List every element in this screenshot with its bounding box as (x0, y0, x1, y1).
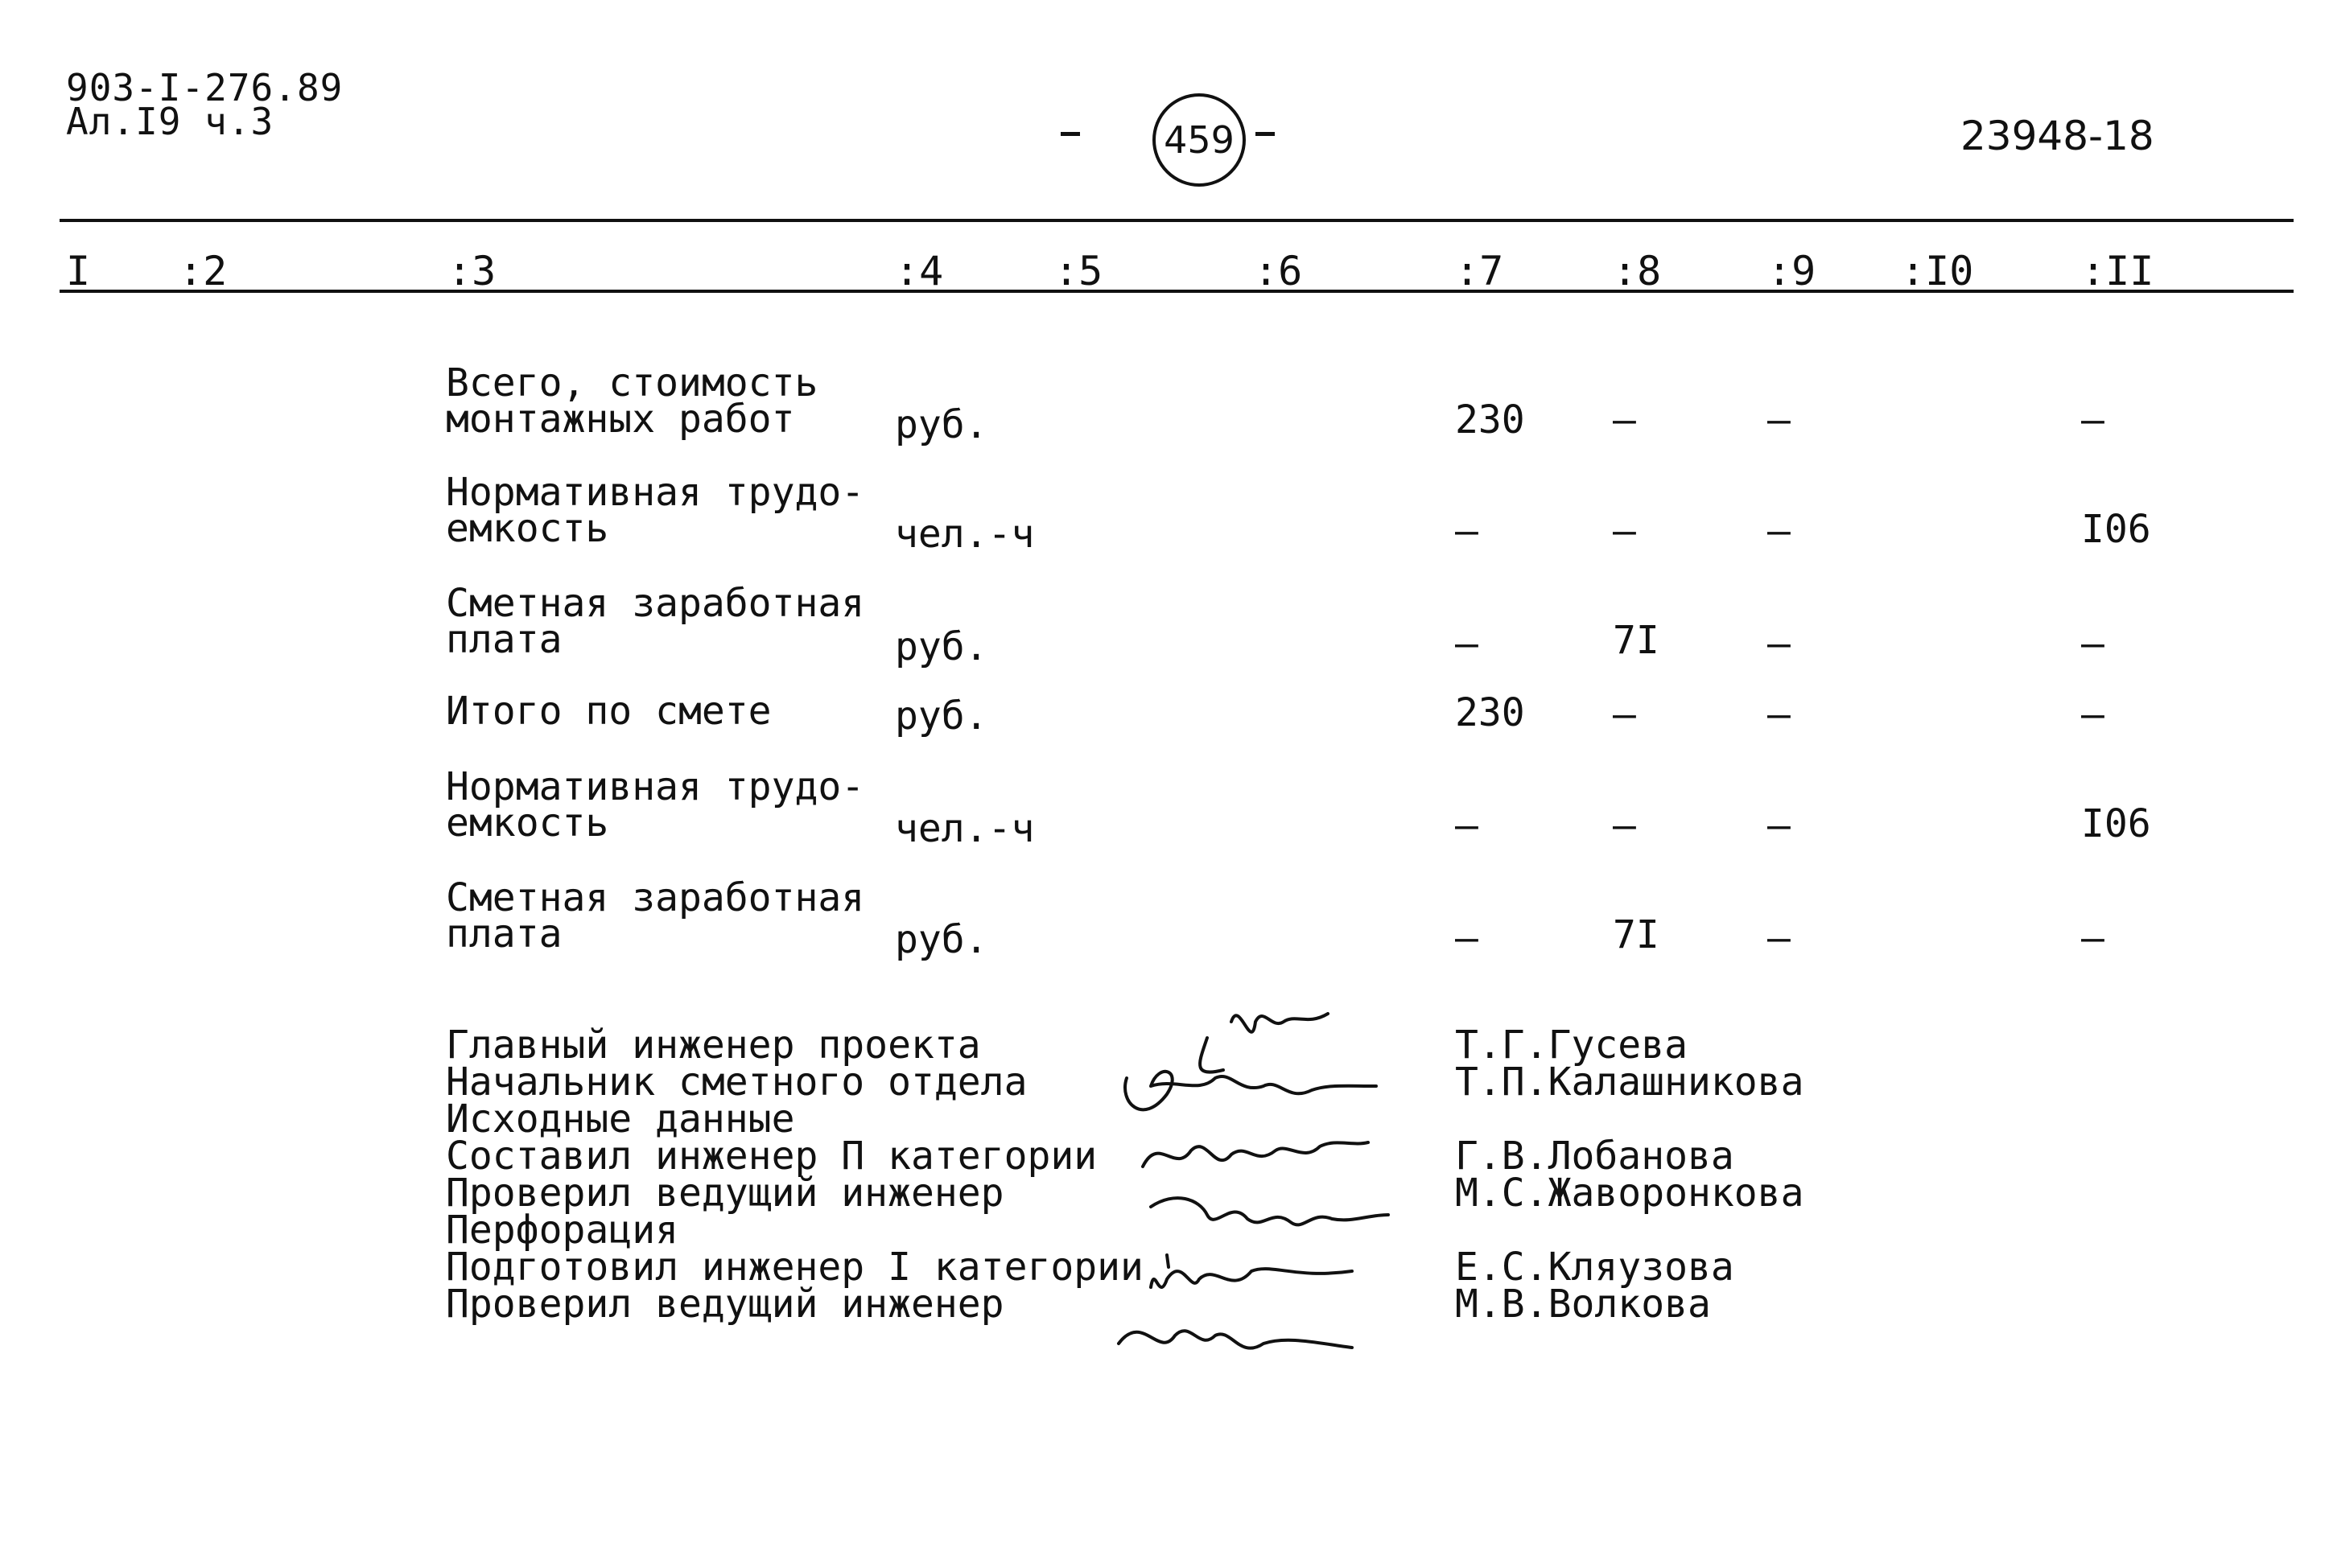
row-2-col8: – (1613, 508, 1636, 554)
row-6-col7: – (1455, 916, 1478, 961)
row-3-label-line-2: плата (446, 617, 563, 662)
sign-role-2: Начальник сметного отдела (446, 1060, 1028, 1105)
column-header-3: :3 (447, 248, 497, 294)
row-2-col11: I06 (2081, 507, 2151, 552)
row-6-label-line-1: Сметная заработная (446, 875, 865, 920)
row-1-col11: – (2081, 397, 2104, 442)
sign-role-8: Проверил ведущий инженер (446, 1282, 1004, 1327)
row-6-label-line-2: плата (446, 912, 563, 957)
signature-2 (1125, 1072, 1376, 1109)
row-4-label-line-1: Итого по смете (446, 689, 772, 734)
row-5-col9: – (1767, 803, 1791, 848)
sign-name-5: М.С.Жаворонкова (1455, 1171, 1804, 1216)
signature-4 (1151, 1198, 1388, 1224)
sign-role-1: Главный инженер проекта (446, 1023, 981, 1068)
row-5-col7: – (1455, 803, 1478, 848)
column-header-1: I (66, 248, 91, 294)
row-1-label-line-2: монтажных работ (446, 397, 795, 442)
sign-name-7: Е.С.Кляузова (1455, 1245, 1734, 1290)
row-4-col8: – (1613, 692, 1636, 737)
row-2-col7: – (1455, 508, 1478, 554)
row-5-col11: I06 (2081, 801, 2151, 846)
page-dash-left (1061, 132, 1080, 136)
column-header-5: :5 (1054, 248, 1103, 294)
sign-role-7: Подготовил инженер I категории (446, 1245, 1144, 1290)
row-6-col8: 7I (1613, 912, 1659, 957)
row-6-unit: руб. (895, 917, 988, 962)
sign-role-5: Проверил ведущий инженер (446, 1171, 1004, 1216)
row-4-col11: – (2081, 692, 2104, 737)
column-header-2: :2 (179, 248, 228, 294)
column-header-6: :6 (1254, 248, 1303, 294)
row-1-unit: руб. (895, 402, 988, 447)
row-5-label-line-1: Нормативная трудо- (446, 764, 865, 809)
row-3-unit: руб. (895, 624, 988, 669)
sign-name-8: М.В.Волкова (1455, 1282, 1711, 1327)
row-6-col11: – (2081, 916, 2104, 961)
page-number: 459 (1152, 93, 1246, 187)
document-code: 903-I-276.89 (66, 66, 344, 109)
row-2-label-line-1: Нормативная трудо- (446, 470, 865, 515)
column-header-11: :II (2081, 248, 2154, 294)
row-3-col8: 7I (1613, 618, 1659, 663)
row-1-col8: – (1613, 397, 1636, 442)
handwritten-signatures (1111, 990, 1432, 1376)
column-header-9: :9 (1767, 248, 1816, 294)
signature-1 (1231, 1014, 1328, 1032)
row-4-unit: руб. (895, 693, 988, 739)
row-4-col7: 230 (1455, 690, 1525, 735)
row-3-col7: – (1455, 621, 1478, 666)
row-5-unit: чел.-ч (895, 806, 1035, 851)
sign-role-3: Исходные данные (446, 1097, 795, 1142)
sign-role-4: Составил инженер П категории (446, 1134, 1098, 1179)
row-1-col7: 230 (1455, 397, 1525, 442)
row-2-unit: чел.-ч (895, 512, 1035, 557)
row-2-label-line-2: емкость (446, 506, 609, 551)
row-1-col9: – (1767, 397, 1791, 442)
row-4-col9: – (1767, 692, 1791, 737)
sign-name-4: Г.В.Лобанова (1455, 1134, 1734, 1179)
row-2-col9: – (1767, 508, 1791, 554)
column-header-4: :4 (895, 248, 944, 294)
row-3-col9: – (1767, 621, 1791, 666)
row-1-label-line-1: Всего, стоимость (446, 360, 818, 405)
signature-5 (1151, 1269, 1352, 1287)
album-reference: Ал.I9 ч.3 (66, 100, 274, 143)
row-3-label-line-1: Сметная заработная (446, 581, 865, 626)
signature-6 (1119, 1331, 1352, 1348)
row-5-label-line-2: емкость (446, 800, 609, 846)
sign-name-2: Т.П.Калашникова (1455, 1060, 1804, 1105)
column-header-8: :8 (1613, 248, 1662, 294)
sign-role-6: Перфорация (446, 1208, 678, 1253)
table-top-rule (60, 219, 2294, 222)
column-header-7: :7 (1455, 248, 1504, 294)
row-3-col11: – (2081, 621, 2104, 666)
row-5-col8: – (1613, 803, 1636, 848)
sign-name-1: Т.Г.Гусева (1455, 1023, 1688, 1068)
row-6-col9: – (1767, 916, 1791, 961)
column-header-10: :I0 (1901, 248, 1974, 294)
sheet-code: 23948-18 (1960, 113, 2154, 159)
signature-3 (1143, 1142, 1368, 1167)
page-dash-right (1255, 132, 1275, 136)
